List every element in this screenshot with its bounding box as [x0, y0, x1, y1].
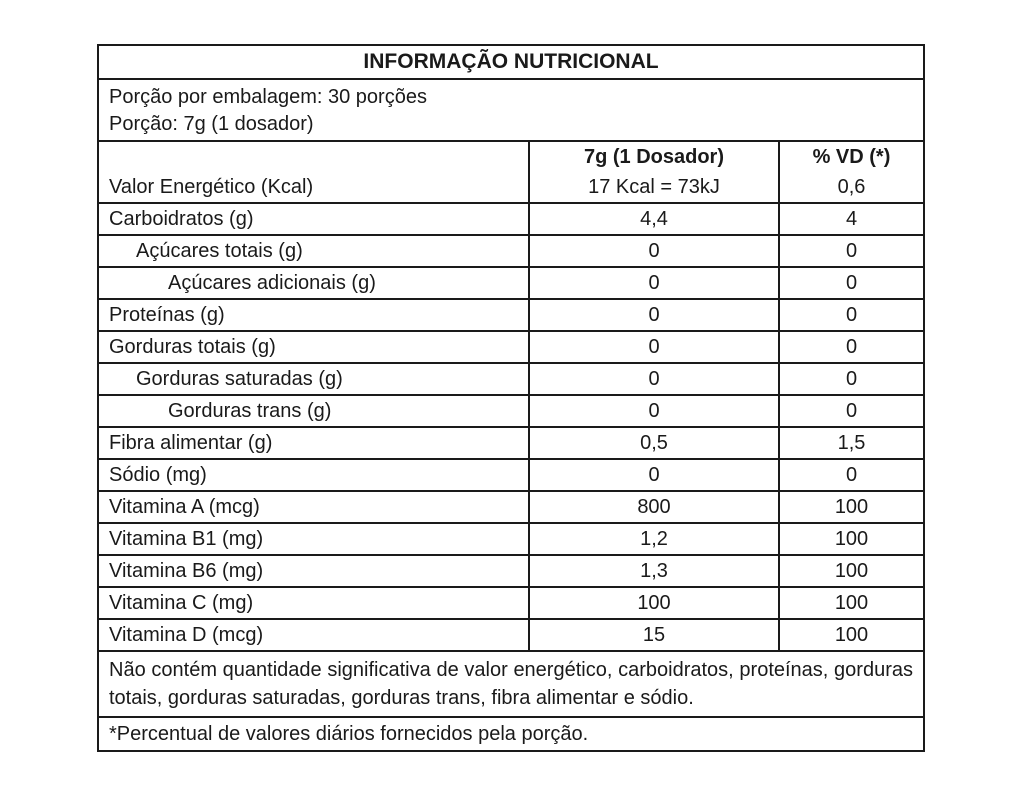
nutrient-amount: 17 Kcal = 73kJ [530, 172, 780, 202]
table-row [99, 586, 923, 618]
nutrient-daily-value: 100 [834, 496, 869, 518]
nutrient-label: Vitamina B6 (mg) [99, 556, 530, 586]
column-header-row [99, 140, 923, 172]
nutrient-label: Valor Energético (Kcal) [99, 172, 530, 202]
nutrient-amount: 0 [530, 460, 780, 490]
nutrient-amount: 0,5 [530, 428, 780, 458]
table-row [99, 234, 923, 266]
table-row [99, 172, 923, 202]
nutrient-daily-value: 0 [845, 368, 858, 390]
nutrient-label: Vitamina D (mcg) [99, 620, 530, 650]
nutrient-label: Gorduras totais (g) [99, 332, 530, 362]
nutrient-amount: 0 [530, 268, 780, 298]
nutrient-daily-value: 0 [845, 400, 858, 422]
header-amount: 7g (1 Dosador) [530, 142, 780, 172]
table-row [99, 202, 923, 234]
nutrient-label: Açúcares adicionais (g) [99, 268, 530, 298]
nutrient-label: Fibra alimentar (g) [99, 428, 530, 458]
table-row [99, 426, 923, 458]
nutrient-daily-value: 0 [845, 336, 858, 358]
table-row [99, 554, 923, 586]
table-row [99, 490, 923, 522]
nutrient-daily-value: 100 [834, 592, 869, 614]
nutrient-amount: 0 [530, 364, 780, 394]
table-row [99, 330, 923, 362]
nutrient-amount: 15 [530, 620, 780, 650]
table-row [99, 394, 923, 426]
nutrient-daily-value: 0 [845, 464, 858, 486]
nutrient-amount: 0 [530, 396, 780, 426]
table-row [99, 618, 923, 650]
table-row [99, 298, 923, 330]
nutrient-label: Proteínas (g) [99, 300, 530, 330]
nutrient-daily-value: 0 [845, 272, 858, 294]
nutrient-amount: 0 [530, 300, 780, 330]
nutrient-daily-value: 100 [834, 560, 869, 582]
nutrition-facts-table [97, 44, 925, 752]
nutrient-label: Sódio (mg) [99, 460, 530, 490]
servings-per-package: Porção por embalagem: 30 porções [109, 86, 427, 108]
table-row [99, 458, 923, 490]
table-row [99, 362, 923, 394]
nutrient-daily-value: 1,5 [837, 432, 866, 454]
note-row [99, 650, 923, 716]
nutrient-label: Açúcares totais (g) [99, 236, 530, 266]
header-nutrient [99, 142, 530, 172]
table-title: INFORMAÇÃO NUTRICIONAL [363, 50, 659, 73]
nutrient-label: Carboidratos (g) [99, 204, 530, 234]
nutrient-amount: 4,4 [530, 204, 780, 234]
daily-value-footnote: *Percentual de valores diários fornecidos pela porção. [109, 723, 589, 745]
nutrient-rows [99, 172, 923, 650]
footnote-row [99, 716, 923, 750]
nutrient-daily-value: 100 [834, 528, 869, 550]
nutrient-label: Gorduras trans (g) [99, 396, 530, 426]
nutrient-daily-value: 4 [845, 208, 858, 230]
nutrient-label: Vitamina A (mcg) [99, 492, 530, 522]
insignificant-amounts-note: Não contém quantidade significativa de valor energético, carboidratos, proteínas, gorduras totais, gorduras saturadas, gorduras trans, fibra alimentar e sódio. [109, 659, 913, 709]
nutrient-amount: 0 [530, 332, 780, 362]
nutrient-label: Vitamina C (mg) [99, 588, 530, 618]
nutrient-daily-value: 0,6 [837, 176, 866, 198]
serving-info [99, 80, 923, 140]
nutrient-amount: 0 [530, 236, 780, 266]
table-row [99, 522, 923, 554]
nutrient-label: Gorduras saturadas (g) [99, 364, 530, 394]
table-row [99, 266, 923, 298]
nutrient-amount: 100 [530, 588, 780, 618]
nutrient-label: Vitamina B1 (mg) [99, 524, 530, 554]
nutrient-amount: 1,2 [530, 524, 780, 554]
nutrient-daily-value: 100 [834, 624, 869, 646]
title-row [99, 46, 923, 78]
header-daily-value: % VD (*) [812, 146, 891, 168]
nutrient-amount: 800 [530, 492, 780, 522]
nutrient-amount: 1,3 [530, 556, 780, 586]
nutrient-daily-value: 0 [845, 240, 858, 262]
portion-size: Porção: 7g (1 dosador) [109, 113, 314, 135]
serving-info-row [99, 78, 923, 140]
nutrient-daily-value: 0 [845, 304, 858, 326]
